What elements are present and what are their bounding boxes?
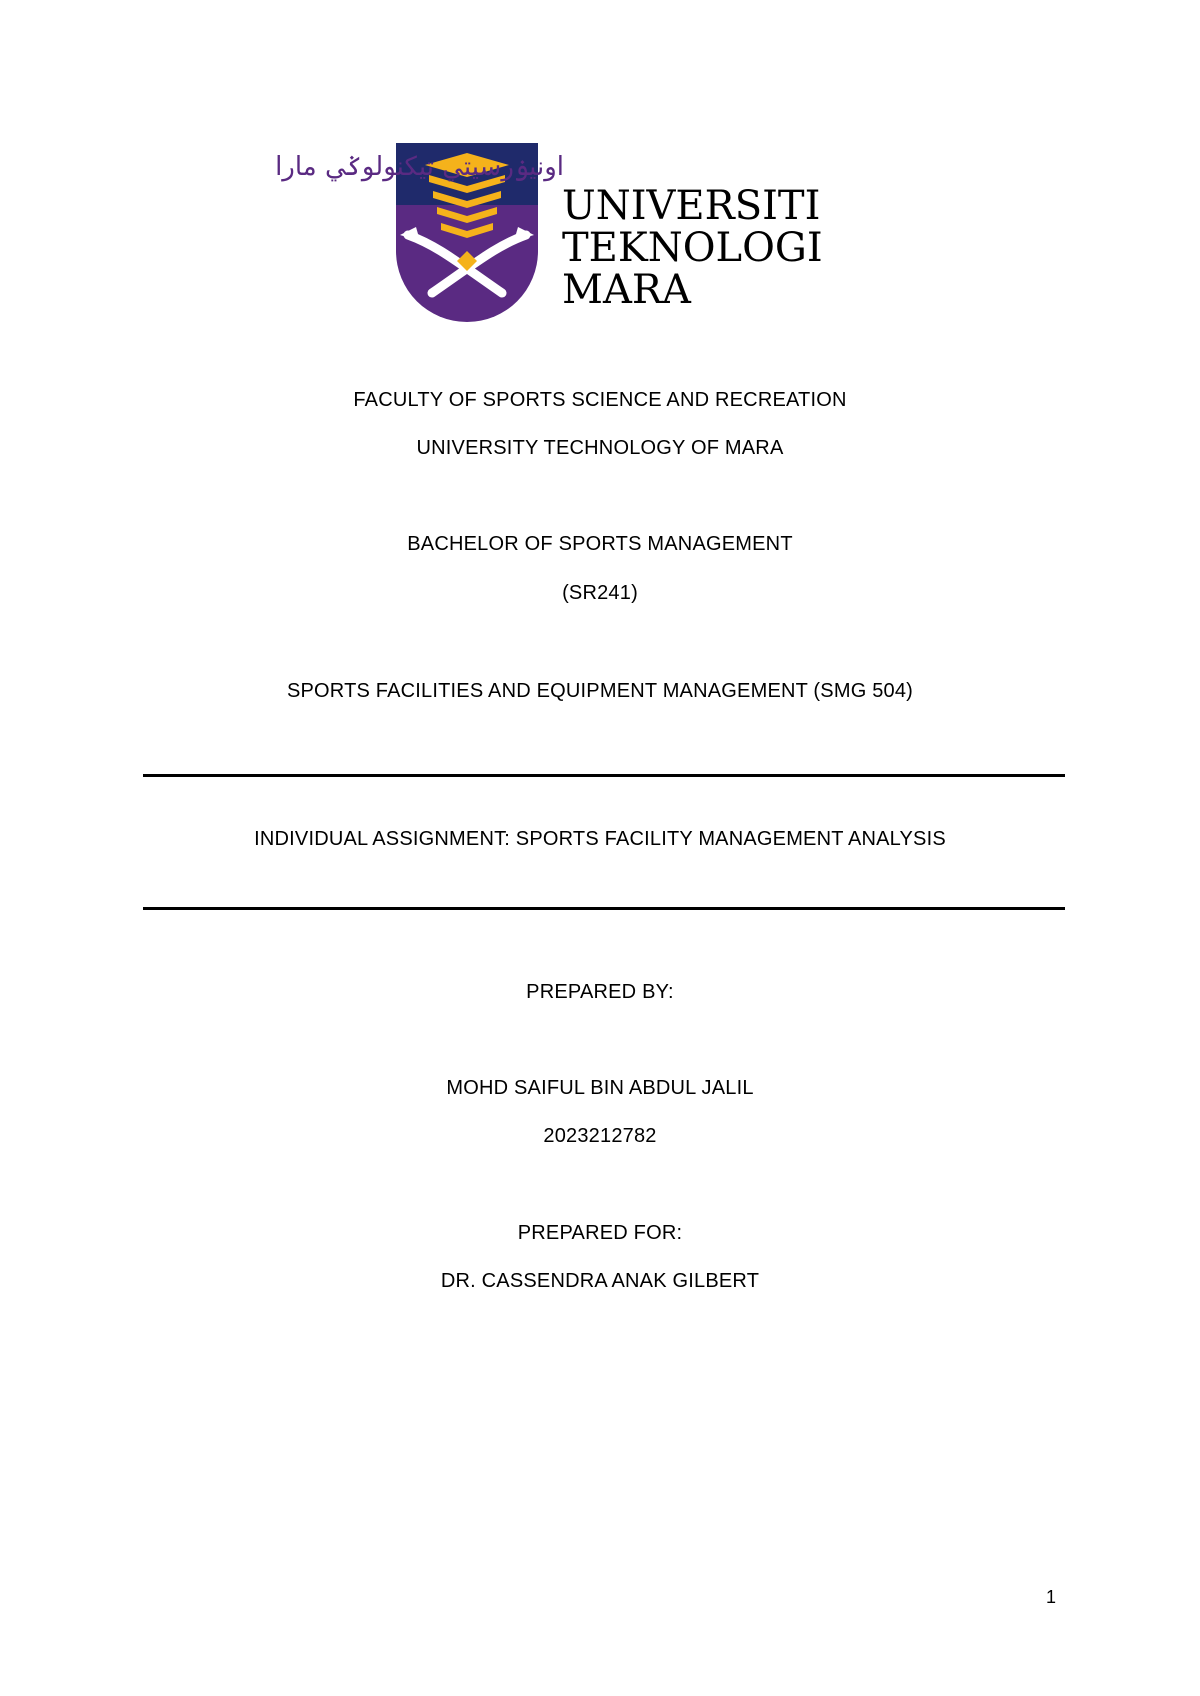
uitm-logo — [275, 143, 823, 323]
student-id: 2023212782 — [543, 1125, 657, 1147]
logo-name-line1: UNIVERSITI — [562, 183, 821, 229]
divider-top — [143, 774, 1065, 777]
uitm-logo-graphic — [275, 143, 823, 323]
university-name: UNIVERSITY TECHNOLOGY OF MARA — [416, 437, 784, 459]
faculty-name: FACULTY OF SPORTS SCIENCE AND RECREATION — [353, 389, 847, 411]
prepared-by-label: PREPARED BY: — [526, 981, 674, 1003]
page-number: 1 — [1046, 1587, 1057, 1607]
programme-name: BACHELOR OF SPORTS MANAGEMENT — [407, 533, 793, 555]
assignment-title: INDIVIDUAL ASSIGNMENT: SPORTS FACILITY MANAGEMENT ANALYSIS — [254, 828, 946, 850]
student-name: MOHD SAIFUL BIN ABDUL JALIL — [446, 1077, 754, 1099]
divider-bottom — [143, 907, 1065, 910]
course-name: SPORTS FACILITIES AND EQUIPMENT MANAGEMENT (SMG 504) — [286, 680, 914, 702]
arabic-name: اونيۏرسيتي تيكنولوݢي مارا — [275, 152, 564, 182]
logo-name-line3: MARA — [562, 267, 691, 313]
logo-name-line2: TEKNOLOGI — [562, 225, 823, 271]
programme-code: (SR241) — [562, 582, 638, 604]
lecturer-name: DR. CASSENDRA ANAK GILBERT — [440, 1270, 760, 1292]
prepared-for-label: PREPARED FOR: — [517, 1222, 683, 1244]
